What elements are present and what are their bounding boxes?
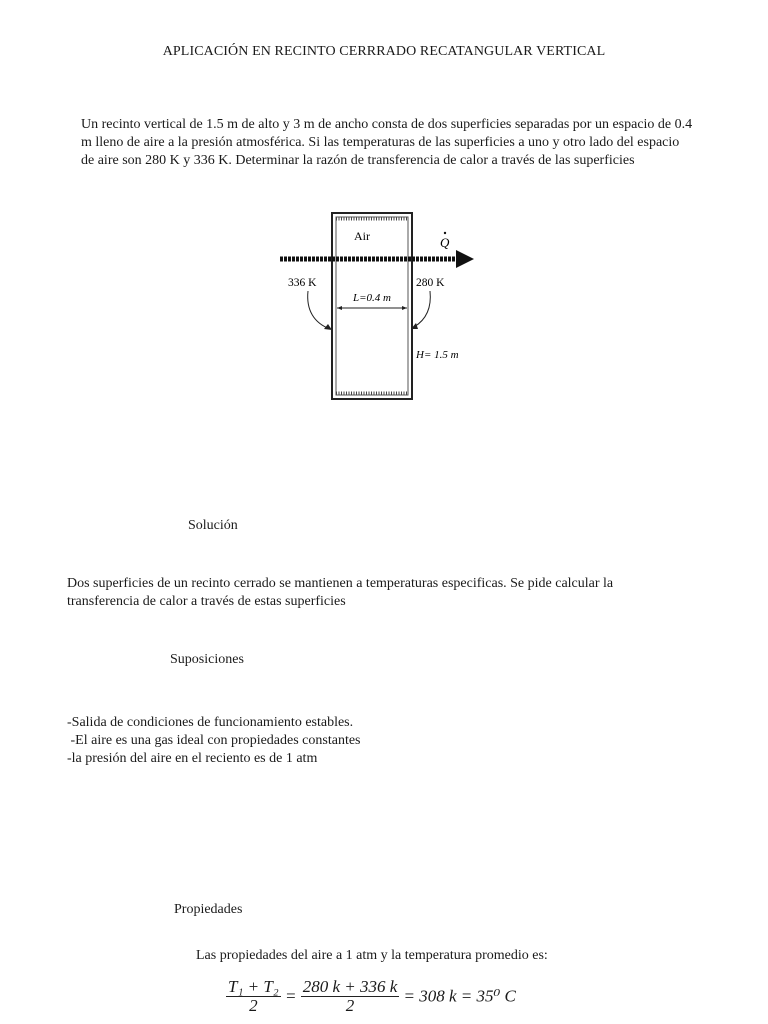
length-arrow-right	[402, 306, 407, 310]
formula-sub-fraction	[301, 978, 400, 1015]
length-arrow-left	[337, 306, 342, 310]
right-temp-label: 280 K	[416, 277, 445, 289]
document-title: APLICACIÓN EN RECINTO CERRRADO RECATANGULAR VERTICAL	[162, 44, 606, 59]
assumptions-list	[67, 714, 361, 768]
formula-fraction	[226, 978, 281, 1015]
assumption-item: -El aire es una gas ideal con propiedades constantes	[67, 733, 361, 748]
problem-line: de aire son 280 K y 336 K. Determinar la razón de transferencia de calor a través de las superficies	[81, 153, 635, 168]
height-label: H= 1.5 m	[416, 349, 459, 361]
enclosure-outer-wall	[332, 213, 412, 399]
problem-statement	[81, 116, 721, 170]
properties-intro: Las propiedades del aire a 1 atm y la temperatura promedio es:	[196, 948, 548, 963]
heat-flow-arrow-head	[456, 250, 474, 268]
problem-line: m lleno de aire a la presión atmosférica. Si las temperaturas de las superficies a uno y otro lado del espacio	[81, 135, 680, 150]
solution-heading: Solución	[188, 518, 238, 533]
length-label: L=0.4 m	[353, 292, 391, 304]
assumption-item: -Salida de condiciones de funcionamiento estables.	[67, 715, 354, 730]
enclosure-inner-wall	[336, 217, 408, 395]
average-temperature-formula: $\frac{\text{T₁ + T₂}}{2}$ = $\frac{280 k + 336 k}{2}$ = 308 k = 35⁰ C	[228, 977, 516, 1015]
enclosure-diagram	[280, 205, 500, 405]
assumptions-heading: Suposiciones	[170, 652, 244, 667]
formula-numerator: T₁ + T₂	[228, 977, 279, 996]
solution-line: transferencia de calor a través de estas superficies	[67, 594, 346, 609]
air-label: Air	[354, 229, 370, 243]
assumption-item: -la presión del aire en el reciento es de 1 atm	[67, 751, 318, 766]
solution-line: Dos superficies de un recinto cerrado se mantienen a temperaturas especificas. Se pide calcular la	[67, 576, 614, 591]
formula-sub-denominator: 2	[345, 996, 355, 1015]
q-dot-label: Q	[440, 235, 450, 250]
q-dot-mark	[444, 232, 446, 234]
formula-sub-numerator: 280 k + 336 k	[302, 977, 398, 996]
properties-heading: Propiedades	[174, 902, 243, 917]
left-curved-arrow	[308, 291, 330, 329]
left-temp-label: 336 K	[288, 277, 317, 289]
formula-result: = 308 k = 35⁰ C	[403, 986, 516, 1006]
problem-line: Un recinto vertical de 1.5 m de alto y 3 m de ancho consta de dos superficies separadas por un espacio de 0.4	[81, 117, 693, 132]
right-curved-arrow	[414, 291, 430, 327]
formula-denominator: 2	[249, 996, 258, 1015]
solution-text	[67, 575, 613, 611]
